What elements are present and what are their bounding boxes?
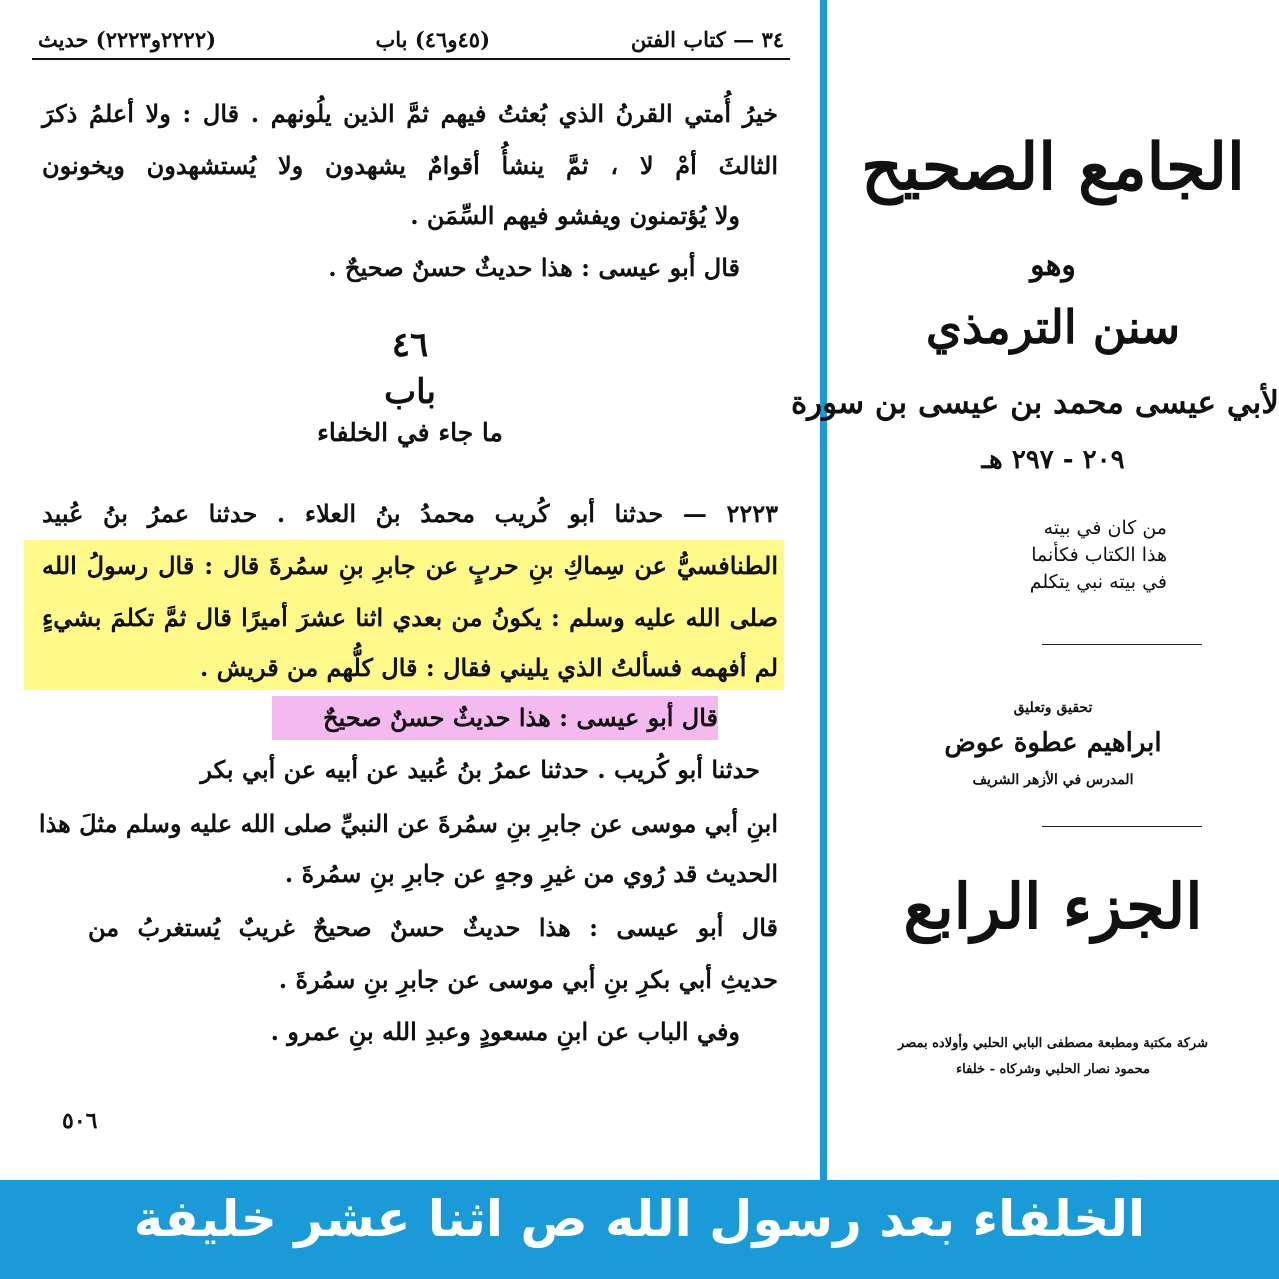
- divider-rule: [1042, 644, 1202, 645]
- epigraph: [977, 515, 1167, 596]
- editing-label: تحقيق وتعليق: [1013, 700, 1093, 716]
- book-title: الجامع الصحيح: [861, 130, 1245, 205]
- running-header: [32, 24, 790, 60]
- divider-rule: [1042, 826, 1202, 827]
- text-line: خيرُ أُمتي القرنُ الذي بُعثتُ فيهم ثمَّ الذين يلُونهم . قال : ولا أعلمُ ذكرَ: [42, 99, 778, 128]
- header-book-section: ٣٤ — كتاب الفتن: [630, 27, 784, 52]
- subtitle-connector: وهو: [1030, 248, 1076, 283]
- grading-line: قال أبو عيسى : هذا حديثٌ حسنٌ صحيحٌ .: [328, 253, 740, 282]
- caption-text: الخلفاء بعد رسول الله ص اثنا عشر خليفة: [133, 1190, 1146, 1248]
- page-number: ٥٠٦: [62, 1108, 98, 1134]
- chapter-number: ٤٦: [391, 325, 429, 365]
- work-name: سنن الترمذي: [925, 300, 1181, 354]
- pink-grading-line: قال أبو عيسى : هذا حديثٌ حسنٌ صحيحٌ: [322, 703, 718, 732]
- volume-title: الجزء الرابع: [903, 870, 1203, 943]
- author-name: لأبي عيسى محمد بن عيسى بن سورة: [790, 385, 1279, 421]
- highlighted-line: لم أفهمه فسألتُ الذي يليني فقال : قال كلُّهم من قريش .: [199, 653, 778, 682]
- text-line: الحديث قد رُوي من غيرِ وجهٍ عن جابرِ بنِ سمُرةَ .: [284, 859, 778, 888]
- text-line: ابنِ أبي موسى عن جابرِ بنِ سمُرةَ عن النبيِّ صلى الله عليه وسلم مثلَ هذا: [38, 809, 778, 838]
- text-line: وفي الباب عن ابنِ مسعودٍ وعبدِ الله بنِ عمرو .: [270, 1017, 740, 1046]
- chapter-heading: باب: [384, 372, 436, 412]
- epigraph-line: من كان في بيته: [1043, 517, 1167, 539]
- caption-bar: [0, 1180, 1279, 1279]
- epigraph-line: هذا الكتاب فكأنما: [1031, 544, 1167, 566]
- text-line: حدثنا أبو كُريب . حدثنا عمرُ بنُ عُبيد عن أبيه عن أبي بكر: [200, 755, 760, 784]
- highlighted-line: صلى الله عليه وسلم : يكونُ من بعدي اثنا عشرَ أميرًا قال ثمَّ تكلمَ بشيءٍ: [42, 603, 778, 632]
- epigraph-line: في بيته نبي يتكلم: [1029, 571, 1167, 593]
- publisher-line: محمود نصار الحلبي وشركاه - خلفاء: [956, 1062, 1150, 1077]
- editor-role: المدرس في الأزهر الشريف: [972, 772, 1134, 788]
- vertical-divider: [820, 0, 827, 1180]
- text-line: قال أبو عيسى : هذا حديثٌ حسنٌ صحيحٌ غريبٌ يُستغربُ من: [88, 913, 778, 942]
- chapter-title: ما جاء في الخلفاء: [317, 418, 503, 447]
- text-line: الثالثَ أمْ لا ، ثمَّ ينشأُ أقوامٌ يشهدون ولا يُستشهدون ويخونون: [42, 151, 778, 180]
- text-line: ولا يُؤتمنون ويفشو فيهم السِّمَن .: [410, 201, 740, 230]
- author-dates: ٢٠٩ - ٢٩٧ هـ: [981, 445, 1125, 475]
- text-line: حديثِ أبي بكرِ بنِ أبي موسى عن جابرِ بنِ سمُرةَ .: [278, 965, 778, 994]
- header-hadith-range: (٢٢٢٢و٢٢٢٣) حديث: [38, 27, 217, 52]
- book-title-page: [790, 0, 1279, 1180]
- editor-name: ابراهيم عطوة عوض: [944, 728, 1162, 758]
- publisher-line: شركة مكتبة ومطبعة مصطفى البابي الحلبي وأولاده بمصر: [898, 1036, 1208, 1051]
- header-chapter-range: (٤٥و٤٦) باب: [375, 27, 490, 52]
- hadith-intro-line: ٢٢٢٣ — حدثنا أبو كُريب محمدُ بنُ العلاء . حدثنا عمرُ بنُ عُبيد: [42, 499, 778, 528]
- highlighted-line: الطنافسيُّ عن سِماكِ بنِ حربٍ عن جابرِ بنِ سمُرةَ قال : قال رسولُ الله: [42, 551, 778, 580]
